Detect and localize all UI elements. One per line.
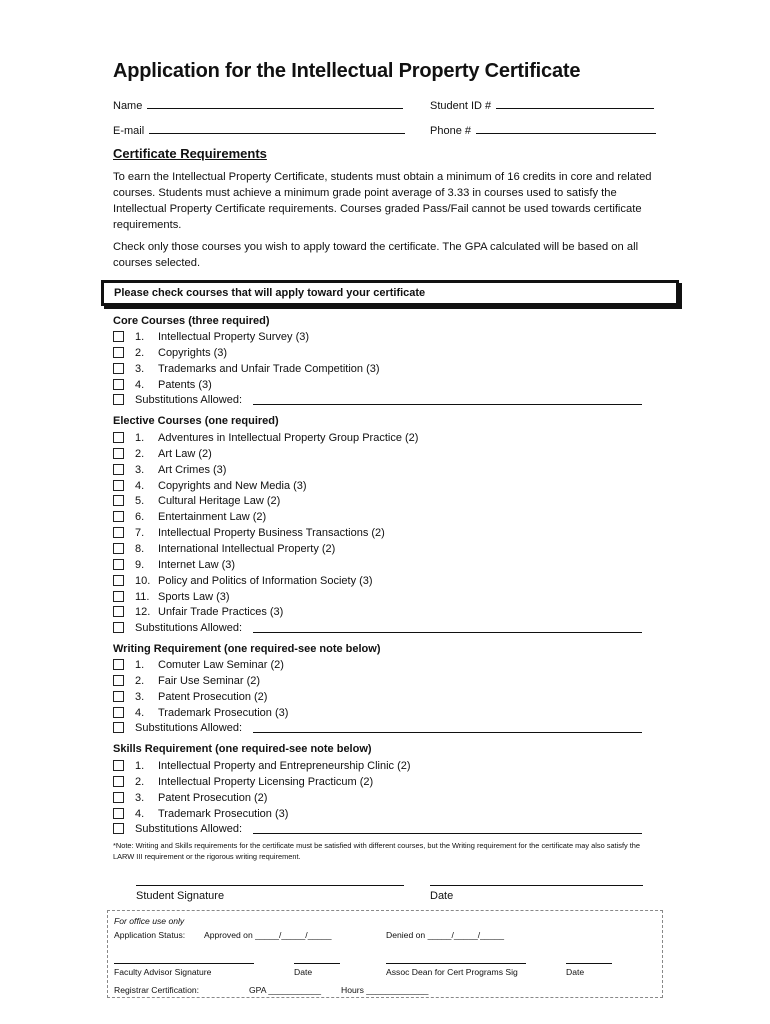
- writing-course-row[interactable]: [113, 674, 653, 688]
- course-number: 11.: [135, 590, 150, 603]
- course-name: Entertainment Law (2): [158, 511, 267, 524]
- signature-date-label: Date: [430, 890, 454, 902]
- course-name: Intellectual Property Licensing Practicum (2): [158, 775, 374, 788]
- substitutions-label: Substitutions Allowed:: [135, 394, 243, 407]
- email-label: E-mail: [113, 125, 145, 137]
- course-name: Patent Prosecution (2): [158, 690, 268, 703]
- faculty-date-line[interactable]: [294, 963, 340, 964]
- name-field[interactable]: [113, 98, 403, 112]
- course-name: Intellectual Property Survey (3): [158, 331, 310, 343]
- course-name: Policy and Politics of Information Society (3): [158, 574, 373, 587]
- requirements-heading: Certificate Requirements: [113, 146, 267, 161]
- application-status-label: Application Status:: [114, 930, 186, 940]
- approved-on-field[interactable]: Approved on _____/_____/_____: [204, 930, 332, 940]
- course-name: Trademark Prosecution (3): [158, 807, 289, 820]
- course-checkbox[interactable]: [113, 575, 124, 586]
- course-number: 1.: [135, 432, 145, 444]
- elective-course-row[interactable]: [113, 431, 653, 445]
- skills-course-row[interactable]: [113, 791, 653, 805]
- substitutions-line[interactable]: [253, 732, 642, 733]
- core-course-row[interactable]: [113, 362, 653, 376]
- course-number: 1.: [135, 331, 145, 343]
- core-courses-title: Core Courses (three required): [113, 315, 270, 327]
- elective-substitutions-row[interactable]: [113, 621, 653, 635]
- student-signature-line[interactable]: [136, 885, 404, 886]
- course-name: Intellectual Property Business Transactions (2): [158, 527, 385, 540]
- registrar-certification-label: Registrar Certification:: [114, 985, 200, 995]
- phone-field[interactable]: [430, 123, 656, 137]
- skills-course-row[interactable]: [113, 759, 653, 773]
- course-checkbox[interactable]: [113, 379, 124, 390]
- course-number: 3.: [135, 463, 145, 476]
- writing-course-row[interactable]: [113, 706, 653, 720]
- course-checkbox[interactable]: [113, 559, 124, 570]
- gpa-field[interactable]: GPA ___________: [249, 985, 321, 995]
- course-checkbox[interactable]: [113, 675, 124, 686]
- skills-course-row[interactable]: [113, 807, 653, 821]
- writing-substitutions-row[interactable]: [113, 721, 653, 735]
- denied-on-field[interactable]: Denied on _____/_____/_____: [386, 930, 505, 940]
- substitutions-label: Substitutions Allowed:: [135, 722, 243, 735]
- elective-course-row[interactable]: [113, 542, 653, 556]
- course-name: Unfair Trade Practices (3): [158, 606, 284, 619]
- course-name: Trademark Prosecution (3): [158, 706, 289, 719]
- course-name: Trademarks and Unfair Trade Competition (3): [158, 362, 380, 375]
- phone-line: [476, 123, 656, 134]
- course-name: Copyrights and New Media (3): [158, 479, 307, 492]
- elective-course-row[interactable]: [113, 526, 653, 540]
- course-name: Sports Law (3): [158, 590, 230, 603]
- course-name: Comuter Law Seminar (2): [158, 659, 284, 671]
- student-id-label: Student ID #: [430, 100, 492, 112]
- assoc-dean-label: Assoc Dean for Cert Programs Sig: [386, 967, 518, 977]
- course-checkbox[interactable]: [113, 527, 124, 538]
- course-number: 3.: [135, 791, 145, 804]
- course-number: 7.: [135, 527, 145, 540]
- elective-course-row[interactable]: [113, 590, 653, 604]
- course-name: Patents (3): [158, 378, 212, 391]
- requirements-paragraph: To earn the Intellectual Property Certificate, students must obtain a minimum of 16 credits in core and related courses. Students must achieve a minimum grade point average of 3.33 in courses used to satisfy the Intellectual Property Certificate requirements. Courses graded Pass/Fail cannot be used towards certificate requirements.: [113, 171, 652, 231]
- course-number: 1.: [135, 659, 145, 671]
- name-label: Name: [113, 100, 143, 112]
- course-number: 2.: [135, 674, 145, 687]
- course-checkbox[interactable]: [113, 792, 124, 803]
- course-checkbox[interactable]: [113, 347, 124, 358]
- course-name: Fair Use Seminar (2): [158, 674, 261, 687]
- signature-date-line[interactable]: [430, 885, 643, 886]
- email-field[interactable]: [113, 123, 405, 137]
- course-checkbox[interactable]: [113, 543, 124, 554]
- dean-date-label: Date: [566, 967, 585, 977]
- course-checkbox[interactable]: [113, 591, 124, 602]
- skills-course-row[interactable]: [113, 775, 653, 789]
- substitutions-checkbox[interactable]: [113, 394, 124, 405]
- course-checkbox[interactable]: [113, 707, 124, 718]
- student-id-field[interactable]: [430, 98, 654, 112]
- course-checkbox[interactable]: [113, 659, 124, 670]
- course-checkbox[interactable]: [113, 511, 124, 522]
- course-number: 5.: [135, 495, 145, 508]
- skills-substitutions-row[interactable]: [113, 822, 653, 836]
- substitutions-line[interactable]: [253, 833, 642, 834]
- course-number: 6.: [135, 511, 145, 524]
- course-name: Patent Prosecution (2): [158, 791, 268, 804]
- elective-course-row[interactable]: [113, 558, 653, 572]
- name-line: [147, 98, 403, 109]
- elective-course-row[interactable]: [113, 574, 653, 588]
- writing-course-row[interactable]: [113, 690, 653, 704]
- elective-course-row[interactable]: [113, 447, 653, 461]
- course-number: 3.: [135, 690, 145, 703]
- course-checkbox[interactable]: [113, 776, 124, 787]
- substitutions-checkbox[interactable]: [113, 823, 124, 834]
- course-number: 10.: [135, 574, 151, 587]
- core-course-row[interactable]: [113, 346, 653, 360]
- course-number: 4.: [135, 479, 145, 492]
- course-number: 4.: [135, 706, 145, 719]
- elective-course-row[interactable]: [113, 605, 653, 619]
- substitutions-checkbox[interactable]: [113, 622, 124, 633]
- student-signature-label: Student Signature: [136, 890, 225, 902]
- writing-course-row[interactable]: [113, 658, 653, 672]
- course-name: Adventures in Intellectual Property Group Practice (2): [158, 432, 419, 444]
- course-checkbox[interactable]: [113, 464, 124, 475]
- page-title: Application for the Intellectual Property Certificate: [113, 60, 581, 82]
- course-name: Internet Law (3): [158, 558, 236, 571]
- elective-courses-title: Elective Courses (one required): [113, 415, 279, 427]
- course-number: 4.: [135, 378, 145, 391]
- substitutions-label: Substitutions Allowed:: [135, 622, 243, 635]
- core-course-row[interactable]: [113, 378, 653, 392]
- instructions-paragraph: Check only those courses you wish to apply toward the certificate. The GPA calculated will be based on all courses selected.: [113, 241, 639, 269]
- student-id-line: [496, 98, 654, 109]
- course-number: 9.: [135, 558, 145, 571]
- course-number: 2.: [135, 447, 145, 460]
- substitutions-line[interactable]: [253, 404, 642, 405]
- course-name: Art Law (2): [158, 447, 212, 460]
- course-number: 8.: [135, 542, 145, 555]
- hours-field[interactable]: Hours _____________: [341, 985, 429, 995]
- elective-course-row[interactable]: [113, 494, 653, 508]
- course-number: 3.: [135, 362, 145, 375]
- phone-label: Phone #: [430, 125, 471, 137]
- elective-course-row[interactable]: [113, 463, 653, 477]
- skills-courses-title: Skills Requirement (one required-see note below): [113, 743, 372, 755]
- course-name: Intellectual Property and Entrepreneurship Clinic (2): [158, 760, 411, 772]
- course-number: 1.: [135, 760, 145, 772]
- course-name: International Intellectual Property (2): [158, 542, 336, 555]
- course-name: Cultural Heritage Law (2): [158, 495, 281, 508]
- office-use-box: [107, 910, 663, 998]
- course-number: 12.: [135, 606, 151, 619]
- elective-course-row[interactable]: [113, 510, 653, 524]
- email-line: [149, 123, 405, 134]
- course-checkbox[interactable]: [113, 495, 124, 506]
- course-checkbox[interactable]: [113, 432, 124, 443]
- core-course-row[interactable]: [113, 330, 653, 344]
- assoc-dean-signature-line[interactable]: [386, 963, 526, 964]
- course-checkbox[interactable]: [113, 480, 124, 491]
- faculty-advisor-signature-line[interactable]: [114, 963, 254, 964]
- course-checkbox[interactable]: [113, 606, 124, 617]
- substitutions-label: Substitutions Allowed:: [135, 823, 243, 836]
- course-checkbox[interactable]: [113, 691, 124, 702]
- course-checkbox[interactable]: [113, 448, 124, 459]
- writing-courses-title: Writing Requirement (one required-see note below): [113, 643, 381, 655]
- dean-date-line[interactable]: [566, 963, 612, 964]
- course-number: 4.: [135, 807, 145, 820]
- course-number: 2.: [135, 346, 145, 359]
- core-substitutions-row[interactable]: [113, 393, 653, 407]
- course-name: Art Crimes (3): [158, 463, 227, 476]
- course-number: 2.: [135, 775, 145, 788]
- office-use-heading: For office use only: [114, 916, 185, 926]
- substitutions-line[interactable]: [253, 632, 642, 633]
- course-name: Copyrights (3): [158, 346, 228, 359]
- course-checkbox[interactable]: [113, 363, 124, 374]
- substitutions-checkbox[interactable]: [113, 722, 124, 733]
- faculty-date-label: Date: [294, 967, 313, 977]
- course-checkbox[interactable]: [113, 331, 124, 342]
- elective-course-row[interactable]: [113, 479, 653, 493]
- instructions-banner: Please check courses that will apply toward your certificate: [101, 280, 679, 306]
- faculty-advisor-label: Faculty Advisor Signature: [114, 967, 212, 977]
- course-checkbox[interactable]: [113, 808, 124, 819]
- course-checkbox[interactable]: [113, 760, 124, 771]
- footnote: *Note: Writing and Skills requirements for the certificate must be satisfied with different courses, but the Writing requirement for the certificate may also satisfy the LARW III requirement or the rigorous writing requirement.: [113, 841, 641, 861]
